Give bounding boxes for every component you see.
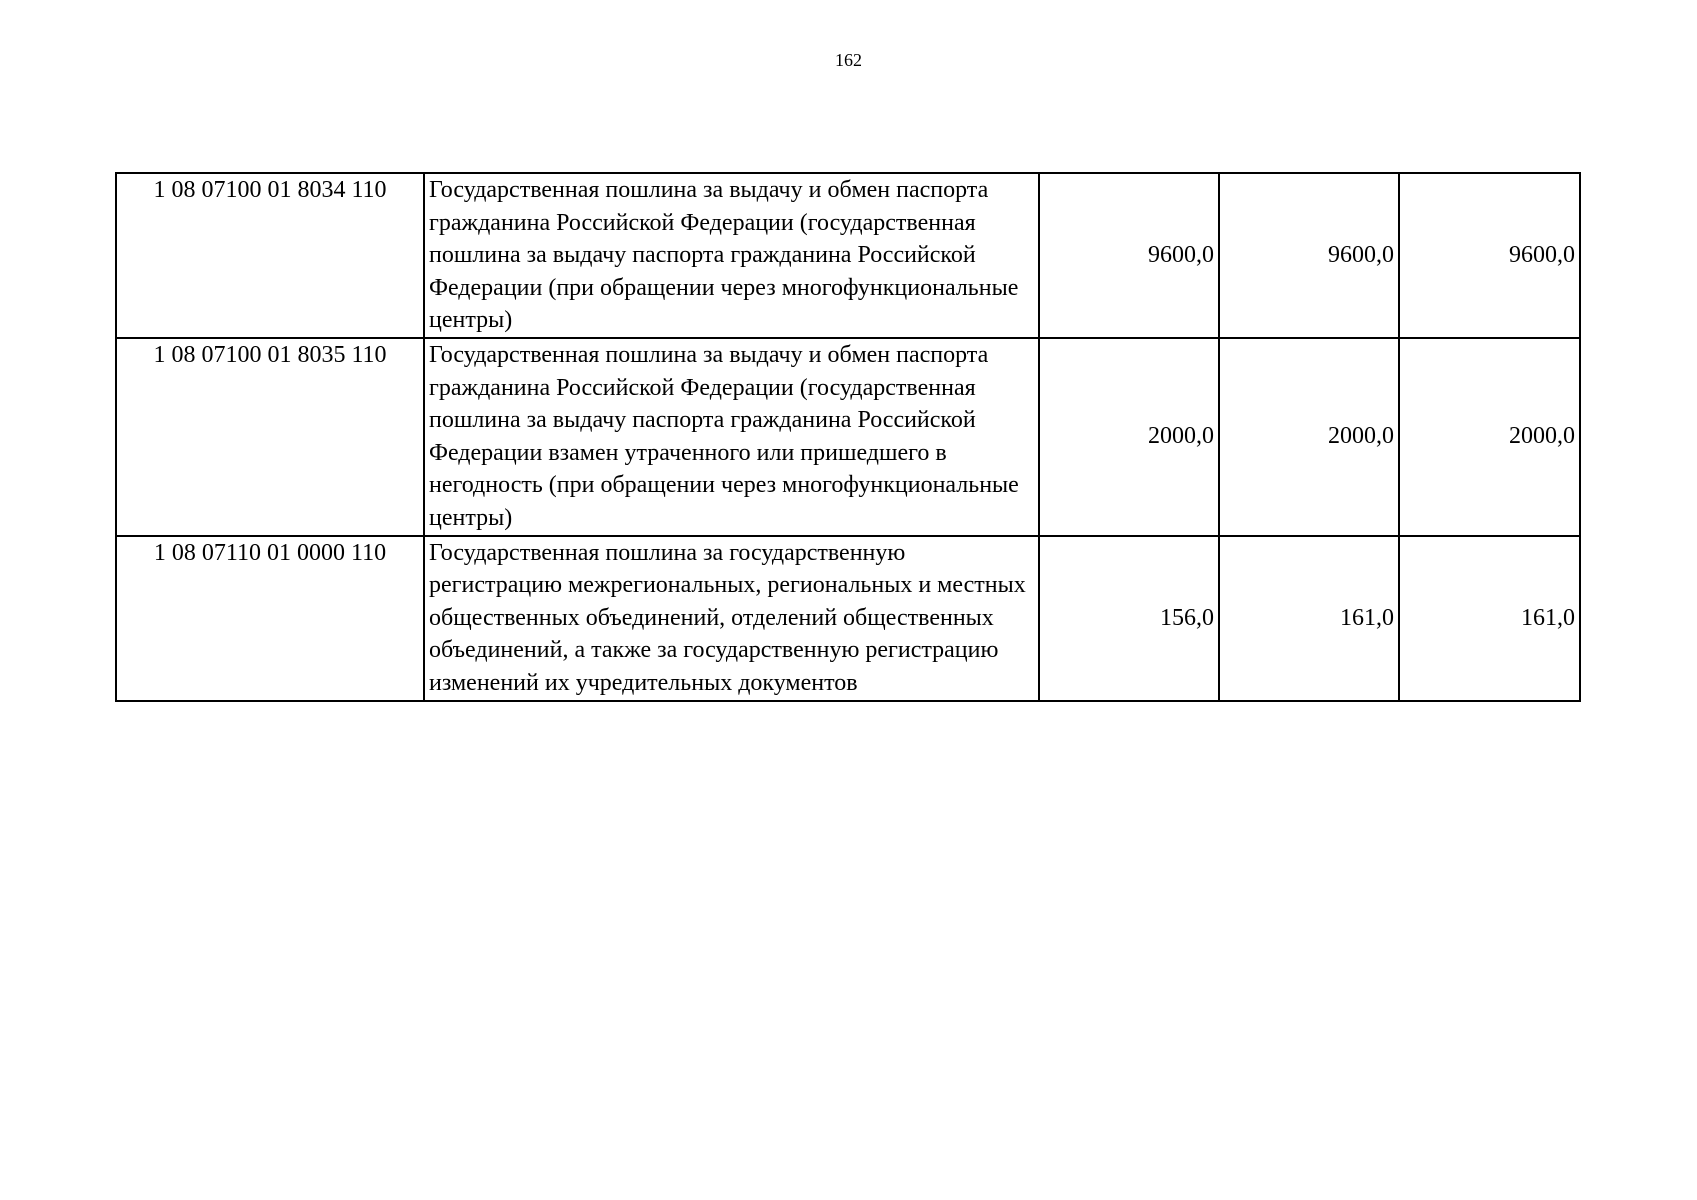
table-row — [116, 338, 1580, 536]
amount-year3-cell: 161,0 — [1399, 536, 1580, 701]
budget-code-cell: 1 08 07100 01 8035 110 — [116, 338, 424, 536]
revenue-name-cell: Государственная пошлина за выдачу и обмен паспорта гражданина Российской Федерации (государственная пошлина за выдачу паспорта гражданина Российской Федерации (при обращении через многофункциональные центры) — [424, 173, 1039, 338]
amount-year3-cell: 9600,0 — [1399, 173, 1580, 338]
amount-year1-cell: 2000,0 — [1039, 338, 1219, 536]
amount-year1-cell: 156,0 — [1039, 536, 1219, 701]
amount-year2-cell: 2000,0 — [1219, 338, 1399, 536]
table-row — [116, 173, 1580, 338]
budget-revenue-table — [115, 172, 1581, 702]
amount-year2-cell: 161,0 — [1219, 536, 1399, 701]
revenue-name-cell: Государственная пошлина за выдачу и обмен паспорта гражданина Российской Федерации (государственная пошлина за выдачу паспорта гражданина Российской Федерации взамен утраченного или пришедшего в негодность (при обращении через многофункциональные центры) — [424, 338, 1039, 536]
amount-year2-cell: 9600,0 — [1219, 173, 1399, 338]
table-row — [116, 536, 1580, 701]
amount-year3-cell: 2000,0 — [1399, 338, 1580, 536]
revenue-name-cell: Государственная пошлина за государственную регистрацию межрегиональных, региональных и местных общественных объединений, отделений общественных объединений, а также за государственную регистрацию изменений их учредительных документов — [424, 536, 1039, 701]
amount-year1-cell: 9600,0 — [1039, 173, 1219, 338]
page-number: 162 — [835, 50, 862, 70]
budget-code-cell: 1 08 07110 01 0000 110 — [116, 536, 424, 701]
budget-code-cell: 1 08 07100 01 8034 110 — [116, 173, 424, 338]
